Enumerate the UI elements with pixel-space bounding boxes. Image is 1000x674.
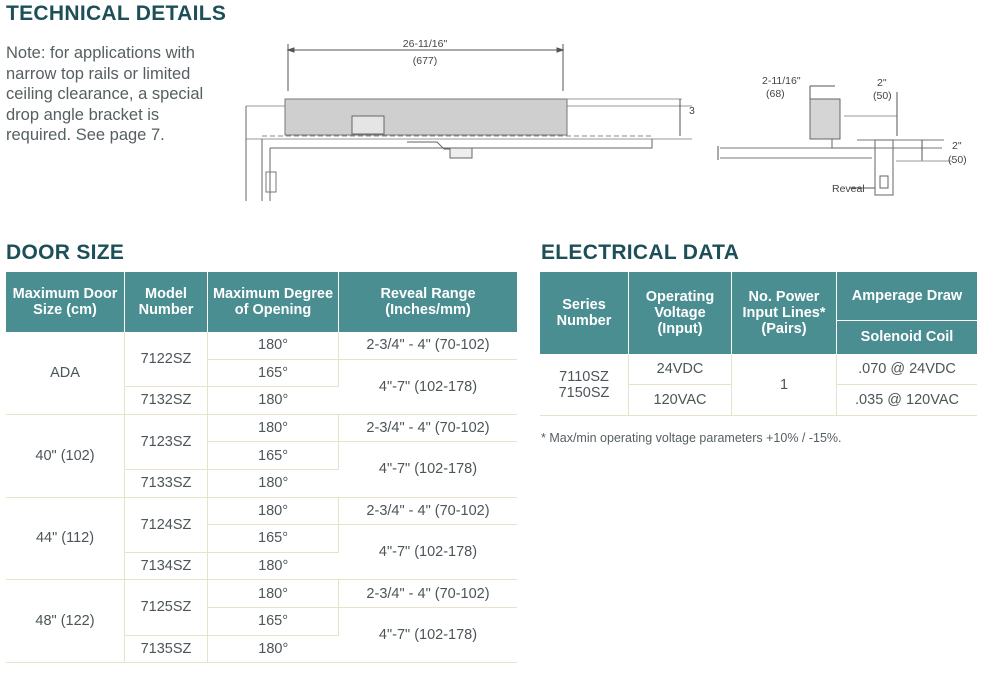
side-depth-in: 2-11/16" bbox=[762, 75, 801, 87]
model-cell: 7122SZ bbox=[125, 332, 208, 387]
header-reveal-range: Reveal Range (Inches/mm) bbox=[339, 272, 518, 332]
degree-cell: 180° bbox=[208, 414, 339, 442]
reveal-cell: 4"-7" (102-178) bbox=[339, 607, 518, 662]
amperage-cell: .035 @ 120VAC bbox=[837, 385, 978, 416]
electrical-footnote: * Max/min operating voltage parameters +10% / -15%. bbox=[541, 431, 842, 445]
degree-cell: 180° bbox=[208, 552, 339, 580]
electrical-data-title: ELECTRICAL DATA bbox=[541, 241, 740, 264]
lines-cell: 1 bbox=[732, 354, 837, 416]
model-cell: 7124SZ bbox=[125, 497, 208, 552]
model-cell: 7134SZ bbox=[125, 552, 208, 580]
degree-cell: 165° bbox=[208, 442, 339, 470]
degree-cell: 180° bbox=[208, 387, 339, 415]
width-dimension-mm: (677) bbox=[412, 55, 438, 67]
header-operating-voltage: Operating Voltage (Input) bbox=[629, 272, 732, 354]
door-size-cell: 40" (102) bbox=[6, 414, 125, 497]
table-row bbox=[6, 332, 517, 359]
model-cell: 7123SZ bbox=[125, 414, 208, 469]
table-row bbox=[540, 354, 977, 385]
table-row bbox=[6, 414, 517, 442]
amperage-cell: .070 @ 24VDC bbox=[837, 354, 978, 385]
degree-cell: 180° bbox=[208, 580, 339, 608]
door-size-cell: ADA bbox=[6, 332, 125, 414]
side-view-drawing bbox=[718, 86, 952, 195]
reveal-cell: 2-3/4" - 4" (70-102) bbox=[339, 414, 518, 442]
model-cell: 7125SZ bbox=[125, 580, 208, 635]
reveal-label: Reveal bbox=[832, 183, 865, 195]
width-dimension-in: 26-11/16" bbox=[402, 38, 448, 50]
door-size-header-row bbox=[6, 272, 517, 332]
degree-cell: 165° bbox=[208, 607, 339, 635]
series-number: 7110SZ bbox=[559, 368, 609, 385]
table-row bbox=[6, 497, 517, 525]
degree-cell: 180° bbox=[208, 332, 339, 359]
table-row bbox=[6, 580, 517, 608]
series-number: 7150SZ bbox=[558, 384, 610, 401]
reveal-cell: 4"-7" (102-178) bbox=[339, 359, 518, 414]
degree-cell: 180° bbox=[208, 635, 339, 663]
reveal-cell: 4"-7" (102-178) bbox=[339, 525, 518, 580]
model-cell: 7135SZ bbox=[125, 635, 208, 663]
model-cell: 7133SZ bbox=[125, 469, 208, 497]
side-depth-mm: (68) bbox=[766, 88, 785, 100]
reveal-cell: 4"-7" (102-178) bbox=[339, 442, 518, 497]
header-max-degree: Maximum Degree of Opening bbox=[208, 272, 339, 332]
side-top-in: 2" bbox=[877, 77, 887, 89]
degree-cell: 180° bbox=[208, 497, 339, 525]
side-right-mm: (50) bbox=[948, 154, 967, 166]
header-amperage-draw: Amperage Draw bbox=[837, 272, 978, 320]
electrical-header-row bbox=[540, 272, 977, 320]
door-size-title: DOOR SIZE bbox=[6, 241, 125, 264]
technical-details-title: TECHNICAL DETAILS bbox=[6, 2, 227, 25]
side-right-in: 2" bbox=[952, 140, 962, 152]
reveal-cell: 2-3/4" - 4" (70-102) bbox=[339, 332, 518, 359]
header-model-number: Model Number bbox=[125, 272, 208, 332]
header-max-door-size: Maximum Door Size (cm) bbox=[6, 272, 125, 332]
degree-cell: 165° bbox=[208, 525, 339, 553]
height-dimension: 3 bbox=[689, 105, 695, 117]
model-cell: 7132SZ bbox=[125, 387, 208, 415]
header-series-number: Series Number bbox=[540, 272, 629, 354]
degree-cell: 180° bbox=[208, 469, 339, 497]
reveal-cell: 2-3/4" - 4" (70-102) bbox=[339, 497, 518, 525]
series-cell bbox=[540, 354, 629, 416]
door-size-cell: 48" (122) bbox=[6, 580, 125, 663]
door-size-table bbox=[6, 272, 517, 663]
header-solenoid-coil: Solenoid Coil bbox=[837, 320, 978, 354]
technical-note: Note: for applications with narrow top rails or limited ceiling clearance, a special drop angle bracket is required. See page 7. bbox=[6, 44, 204, 144]
degree-cell: 165° bbox=[208, 359, 339, 387]
header-power-input-lines: No. Power Input Lines* (Pairs) bbox=[732, 272, 837, 354]
electrical-data-table bbox=[540, 272, 977, 416]
front-view-drawing bbox=[246, 44, 692, 201]
technical-diagram bbox=[232, 36, 977, 206]
voltage-cell: 24VDC bbox=[629, 354, 732, 385]
voltage-cell: 120VAC bbox=[629, 385, 732, 416]
reveal-cell: 2-3/4" - 4" (70-102) bbox=[339, 580, 518, 608]
door-size-cell: 44" (112) bbox=[6, 497, 125, 580]
side-top-mm: (50) bbox=[873, 90, 892, 102]
